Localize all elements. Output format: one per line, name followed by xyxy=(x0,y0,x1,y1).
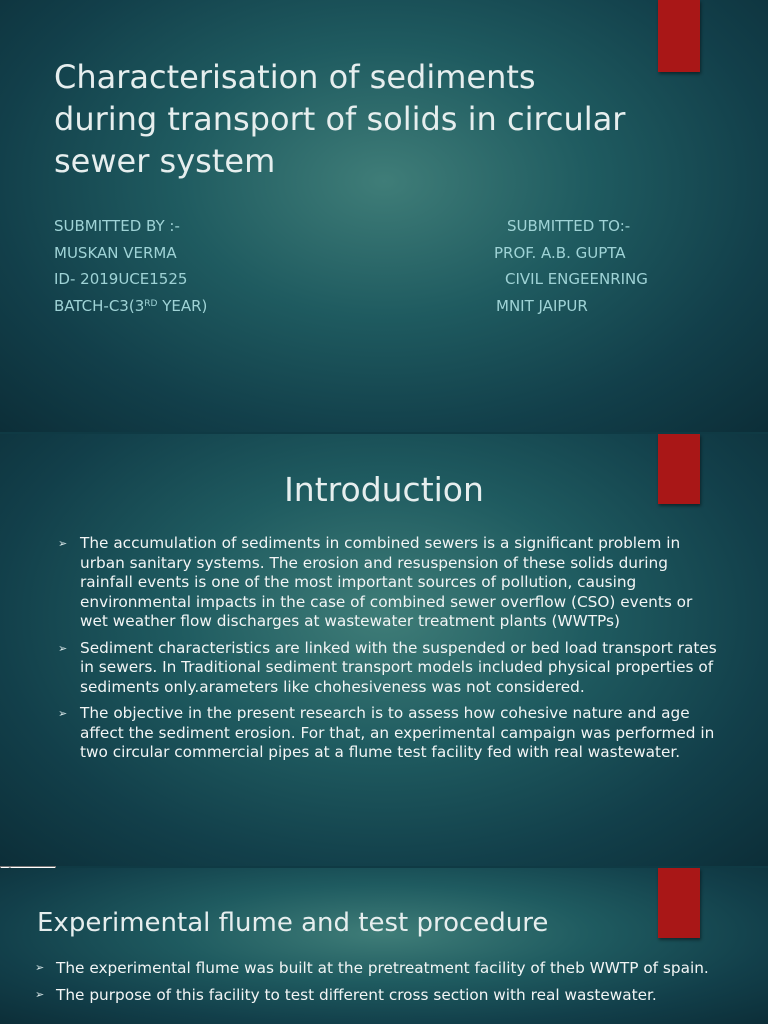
list-item xyxy=(58,639,718,698)
list-item xyxy=(58,704,718,763)
slide-title: Experimental flume and test procedure xyxy=(37,908,549,938)
department-name: CIVIL ENGEENRING xyxy=(505,270,648,288)
arrow-bullet-icon: ➢ xyxy=(35,961,45,974)
introduction-slide xyxy=(0,434,768,866)
bullet-text: The purpose of this facility to test different cross section with real wastewater. xyxy=(56,986,657,1004)
red-accent-bar xyxy=(658,0,700,72)
batch-suffix: YEAR) xyxy=(157,296,208,315)
bullet-text: Sediment characteristics are linked with the suspended or bed load transport rates in sewers. In Traditional sediment transport models included physical properties of sediments only.arameters like chohesiveness was not considered. xyxy=(80,638,717,696)
slide-title: Introduction xyxy=(284,470,484,509)
bullet-list xyxy=(35,958,715,1012)
list-item xyxy=(35,958,715,978)
bullet-text: The experimental flume was built at the pretreatment facility of theb WWTP of spain. xyxy=(56,959,709,977)
presentation-title: Characterisation of sediments during transport of solids in circular sewer system xyxy=(54,58,626,180)
list-item xyxy=(35,985,715,1005)
bullet-text: The accumulation of sediments in combined sewers is a significant problem in urban sanitary systems. The erosion and resuspension of these solids during rainfall events is one of the most important sources of pollution, causing environmental impacts in the case of combined sewer overflow (CSO) events or wet weather flow discharges at wastewater treatment plants (WWTPs) xyxy=(80,534,693,630)
student-id: ID- 2019UCE1525 xyxy=(54,270,188,288)
title-slide xyxy=(0,0,768,432)
list-item xyxy=(58,534,718,632)
submitted-to-label: SUBMITTED TO:- xyxy=(507,217,631,235)
batch-prefix: BATCH-C3(3 xyxy=(54,296,145,315)
batch-superscript: RD xyxy=(144,298,158,309)
experimental-slide xyxy=(0,868,768,1024)
arrow-bullet-icon: ➢ xyxy=(58,707,68,720)
arrow-bullet-icon: ➢ xyxy=(58,641,68,655)
professor-name: PROF. A.B. GUPTA xyxy=(494,243,626,262)
bullet-text: The objective in the present research is to assess how cohesive nature and age affect the sediment erosion. For that, an experimental campaign was performed in two circular commercial pipes at a flume test facility fed with real wastewater. xyxy=(80,704,715,761)
submitted-by-label: SUBMITTED BY :- xyxy=(54,217,180,235)
bullet-list xyxy=(58,534,718,770)
arrow-bullet-icon: ➢ xyxy=(58,537,68,550)
student-name: MUSKAN VERMA xyxy=(54,243,177,262)
submitted-to-block xyxy=(494,213,648,319)
arrow-bullet-icon: ➢ xyxy=(35,988,45,1001)
student-batch xyxy=(54,293,207,320)
red-accent-bar xyxy=(658,868,700,938)
institute-name: MNIT JAIPUR xyxy=(496,296,588,315)
submitted-by-block xyxy=(54,213,207,319)
